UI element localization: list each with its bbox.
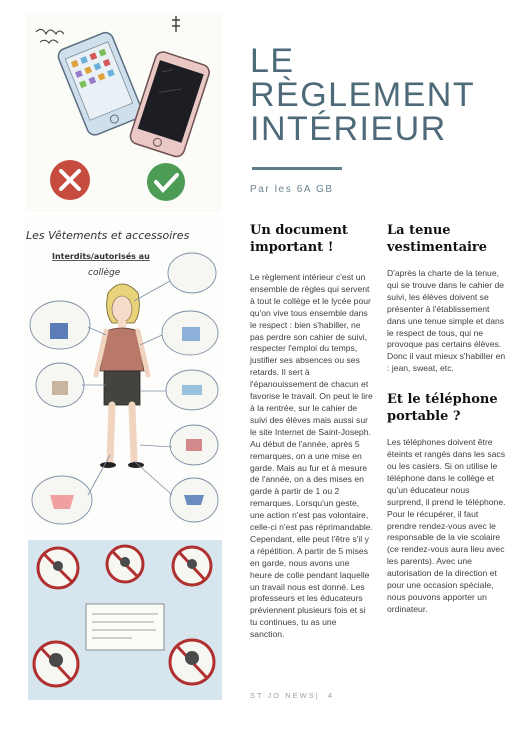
page-footer bbox=[250, 691, 334, 700]
section-body-phone: Les téléphones doivent être éteints et rangés dans les sacs ou les casiers. Si on utilise le téléphone dans le collège et qu'un éducateur nous surprend, il prend le téléphone. Pour le récupérer, il faut prendre rendez-vous avec le responsable de la vie scolaire (ce rendez-vous aura lieu avec les parents). Avec une autorisation de la direction et pour une occasion spéciale, nous pouvons apporter un ordinateur. bbox=[387, 437, 506, 614]
column-dress-phone bbox=[387, 222, 507, 616]
byline: Par les 6A GB bbox=[250, 184, 334, 195]
title-divider bbox=[252, 167, 342, 170]
clothing-illustration bbox=[22, 215, 222, 535]
title-line-1: LE bbox=[250, 42, 295, 80]
title-line-2: RÈGLEMENT bbox=[250, 76, 476, 114]
page-number: 4 bbox=[327, 691, 334, 700]
page-title bbox=[250, 44, 520, 146]
section-body-dress: D'après la charte de la tenue, qui se trouve dans le cahier de suivi, les élèves doivent se présenter à l'établissement dans une tenue simple et dans le respect de tous, qui ne provoque pas certains élèves. Donc il vaut mieux s'habiller en : jean, sweat, etc. bbox=[387, 268, 506, 374]
illustration-subheading-2: collège bbox=[88, 268, 121, 278]
illustration-heading: Les Vêtements et accessoires bbox=[26, 229, 190, 242]
footer-separator: | bbox=[315, 691, 320, 700]
publication-name: ST JO NEWS bbox=[250, 691, 316, 700]
illustration-subheading: Interdits/autorisés au bbox=[52, 252, 150, 261]
section-heading-document: Un document important ! bbox=[250, 223, 348, 255]
phone-drawing-icon bbox=[26, 12, 222, 212]
rules-signs-illustration bbox=[28, 540, 222, 700]
section-heading-phone: Et le téléphone portable ? bbox=[387, 392, 498, 425]
section-heading-dress: La tenue vestimentaire bbox=[387, 223, 488, 255]
check-icon bbox=[147, 163, 185, 201]
title-line-3: INTÉRIEUR bbox=[250, 110, 447, 148]
rules-note bbox=[86, 604, 164, 650]
cross-icon bbox=[50, 160, 90, 200]
phones-illustration bbox=[26, 12, 222, 212]
section-body-document: Le règlement intérieur c'est un ensemble de règles qui servent à tout le collège et le lycée pour qu'on vive tous ensemble dans le respect : bien s'habiller, ne pas perdre son cahier de suivi, respecter l'emploi du temps, justifier ses absences ou ses retards. Il sert à l'épanouissement de chacun et favorise le travail. On peut le lire à la rentrée, sur le cahier de suivi des élèves mais aussi sur le site Internet de Saint-Joseph. Au début de l'année, après 5 remarques, on a une mise en garde. Mais au fur et à mesure de l'année, on a des mises en garde à partir de 1 ou 2 remarques. Lorsqu'un geste, une action n'est pas volontaire, celle-ci n'est pas réprimandable. Cependant, elle peut l'être s'il y a répétition. A partir de 5 mises en garde, nous avons une heure de colle pendant laquelle un travail nous est donné. Les professeurs et les éducateurs préviennent plusieurs fois et si tu continues, tu as une sanction. bbox=[250, 272, 373, 640]
column-document bbox=[250, 222, 373, 641]
student-figure-icon bbox=[96, 284, 148, 468]
